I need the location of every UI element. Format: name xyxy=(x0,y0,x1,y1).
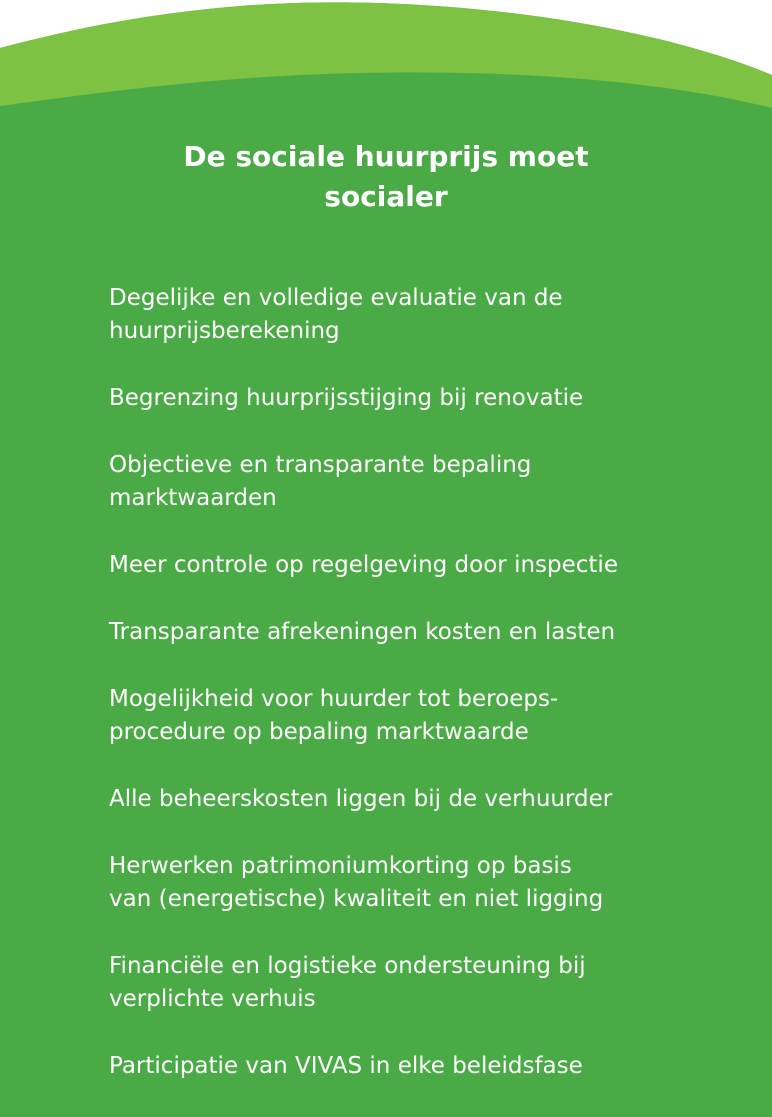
list-item xyxy=(109,950,749,1016)
list-item-line: Objectieve en transparante bepaling xyxy=(109,452,532,478)
list-item xyxy=(109,282,749,348)
list-item-line: Mogelijkheid voor huurder tot beroeps- xyxy=(109,686,559,712)
list-item xyxy=(109,850,749,916)
list-item-line: Herwerken patrimoniumkorting op basis xyxy=(109,853,572,879)
title-line-1: De sociale huurprijs moet xyxy=(183,140,589,173)
list-item-line: Meer controle op regelgeving door inspectie xyxy=(109,552,618,578)
list-item xyxy=(109,616,749,649)
page-title xyxy=(0,137,772,217)
list-item-line: marktwaarden xyxy=(109,485,277,511)
list-item-line: huurprijsberekening xyxy=(109,318,340,344)
list-item-line: van (energetische) kwaliteit en niet ligging xyxy=(109,886,604,912)
list-item-line: Alle beheerskosten liggen bij de verhuurder xyxy=(109,786,613,812)
list-item xyxy=(109,783,749,816)
list-item xyxy=(109,449,749,515)
list-item-line: procedure op bepaling marktwaarde xyxy=(109,719,529,745)
title-line-2: socialer xyxy=(324,180,448,213)
list-item-line: Degelijke en volledige evaluatie van de xyxy=(109,285,563,311)
list-item xyxy=(109,683,749,749)
demands-list xyxy=(109,282,749,1117)
list-item-line: Financiële en logistieke ondersteuning bij xyxy=(109,953,586,979)
list-item-line: verplichte verhuis xyxy=(109,986,316,1012)
list-item-line: Participatie van VIVAS in elke beleidsfase xyxy=(109,1053,583,1079)
list-item-line: Begrenzing huurprijsstijging bij renovatie xyxy=(109,385,584,411)
top-wave-decoration xyxy=(0,0,772,120)
list-item xyxy=(109,382,749,415)
list-item-line: Transparante afrekeningen kosten en lasten xyxy=(109,619,616,645)
list-item xyxy=(109,549,749,582)
list-item xyxy=(109,1050,749,1083)
